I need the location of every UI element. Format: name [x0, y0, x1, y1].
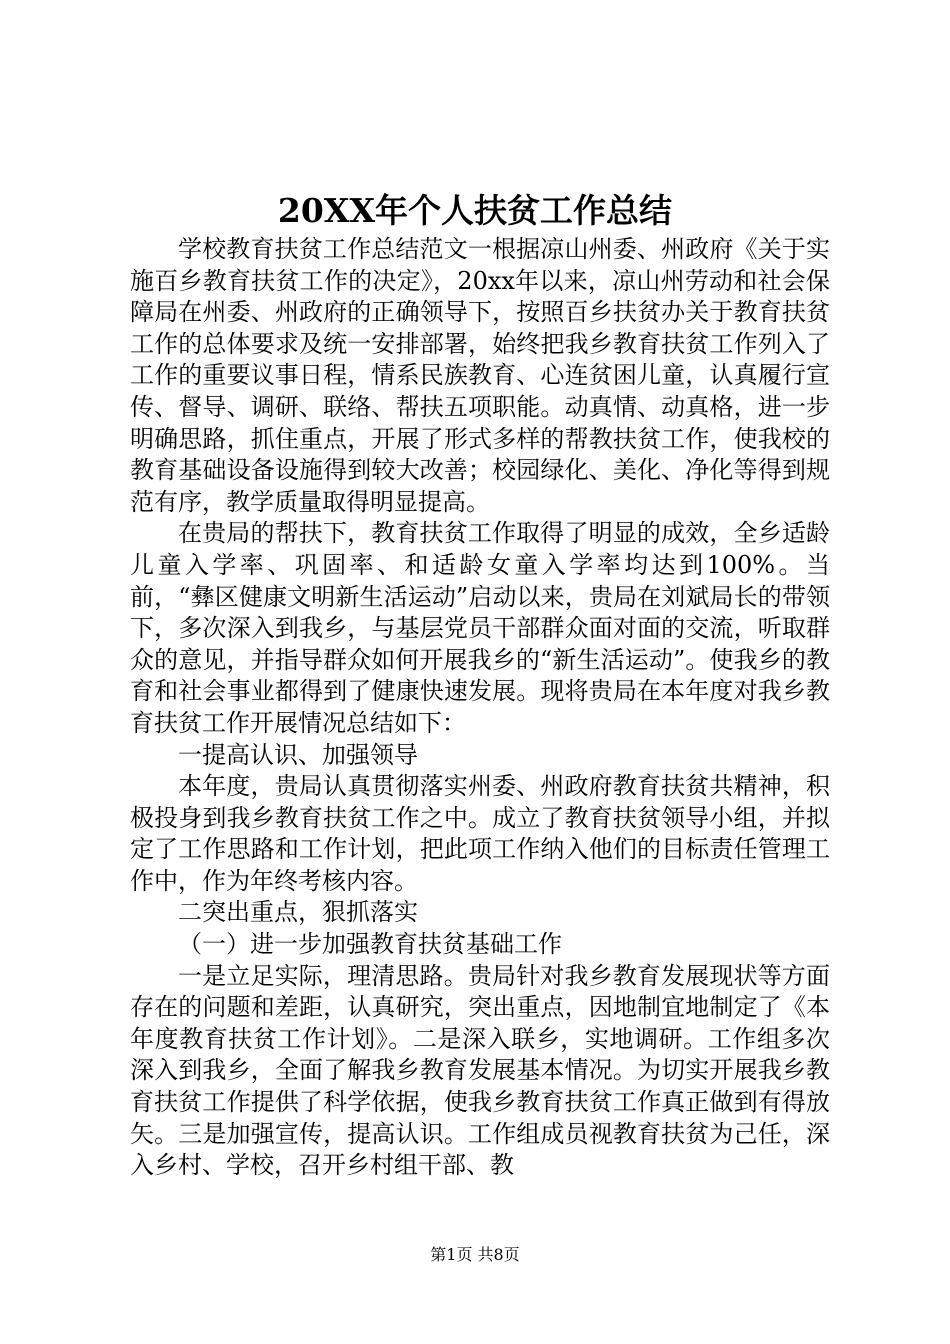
paragraph-section-1: 本年度，贵局认真贯彻落实州委、州政府教育扶贫共精神，积极投身到我乡教育扶贫工作之中。成立了教育扶贫领导小组，并拟定了工作思路和工作计划，把此项工作纳入他们的目标责任管理工作中，作为年终考核内容。 [130, 772, 830, 895]
document-title: 20XX年个人扶贫工作总结 [277, 191, 673, 230]
section-heading-2: 二突出重点，狠抓落实 [178, 898, 418, 927]
document-body [130, 234, 830, 1182]
paragraph-results: 在贵局的帮扶下，教育扶贫工作取得了明显的成效，全乡适龄儿童入学率、巩固率、和适龄女童入学率均达到100%。当前，“彝区健康文明新生活运动”启动以来，贵局在刘斌局长的带领下，多次深入到我乡，与基层党员干部群众面对面的交流，听取群众的意见，并指导群众如何开展我乡的“新生活运动”。使我乡的教育和社会事业都得到了健康快速发展。现将贵局在本年度对我乡教育扶贫工作开展情况总结如下： [130, 519, 830, 737]
page-footer: 第1页 共8页 [430, 1245, 520, 1264]
subsection-heading-1: （一）进一步加强教育扶贫基础工作 [178, 930, 562, 959]
section-heading-1: 一提高认识、加强领导 [178, 740, 418, 769]
paragraph-intro: 学校教育扶贫工作总结范文一根据凉山州委、州政府《关于实施百乡教育扶贫工作的决定》，20xx年以来，凉山州劳动和社会保障局在州委、州政府的正确领导下，按照百乡扶贫办关于教育扶贫工作的总体要求及统一安排部署，始终把我乡教育扶贫工作列入了工作的重要议事日程，情系民族教育、心连贫困儿童，认真履行宣传、督导、调研、联络、帮扶五项职能。动真情、动真格，进一步明确思路，抓住重点，开展了形式多样的帮教扶贫工作，使我校的教育基础设备设施得到较大改善；校园绿化、美化、净化等得到规范有序，教学质量取得明显提高。 [130, 235, 830, 516]
paragraph-subsection-1: 一是立足实际，理清思路。贵局针对我乡教育发展现状等方面存在的问题和差距，认真研究，突出重点，因地制宜地制定了《本年度教育扶贫工作计划》。二是深入联乡，实地调研。工作组多次深入到我乡，全面了解我乡教育发展基本情况。为切实开展我乡教育扶贫工作提供了科学依据，使我乡教育扶贫工作真正做到有得放矢。三是加强宣传，提高认识。工作组成员视教育扶贫为己任，深入乡村、学校，召开乡村组干部、教 [130, 961, 830, 1180]
